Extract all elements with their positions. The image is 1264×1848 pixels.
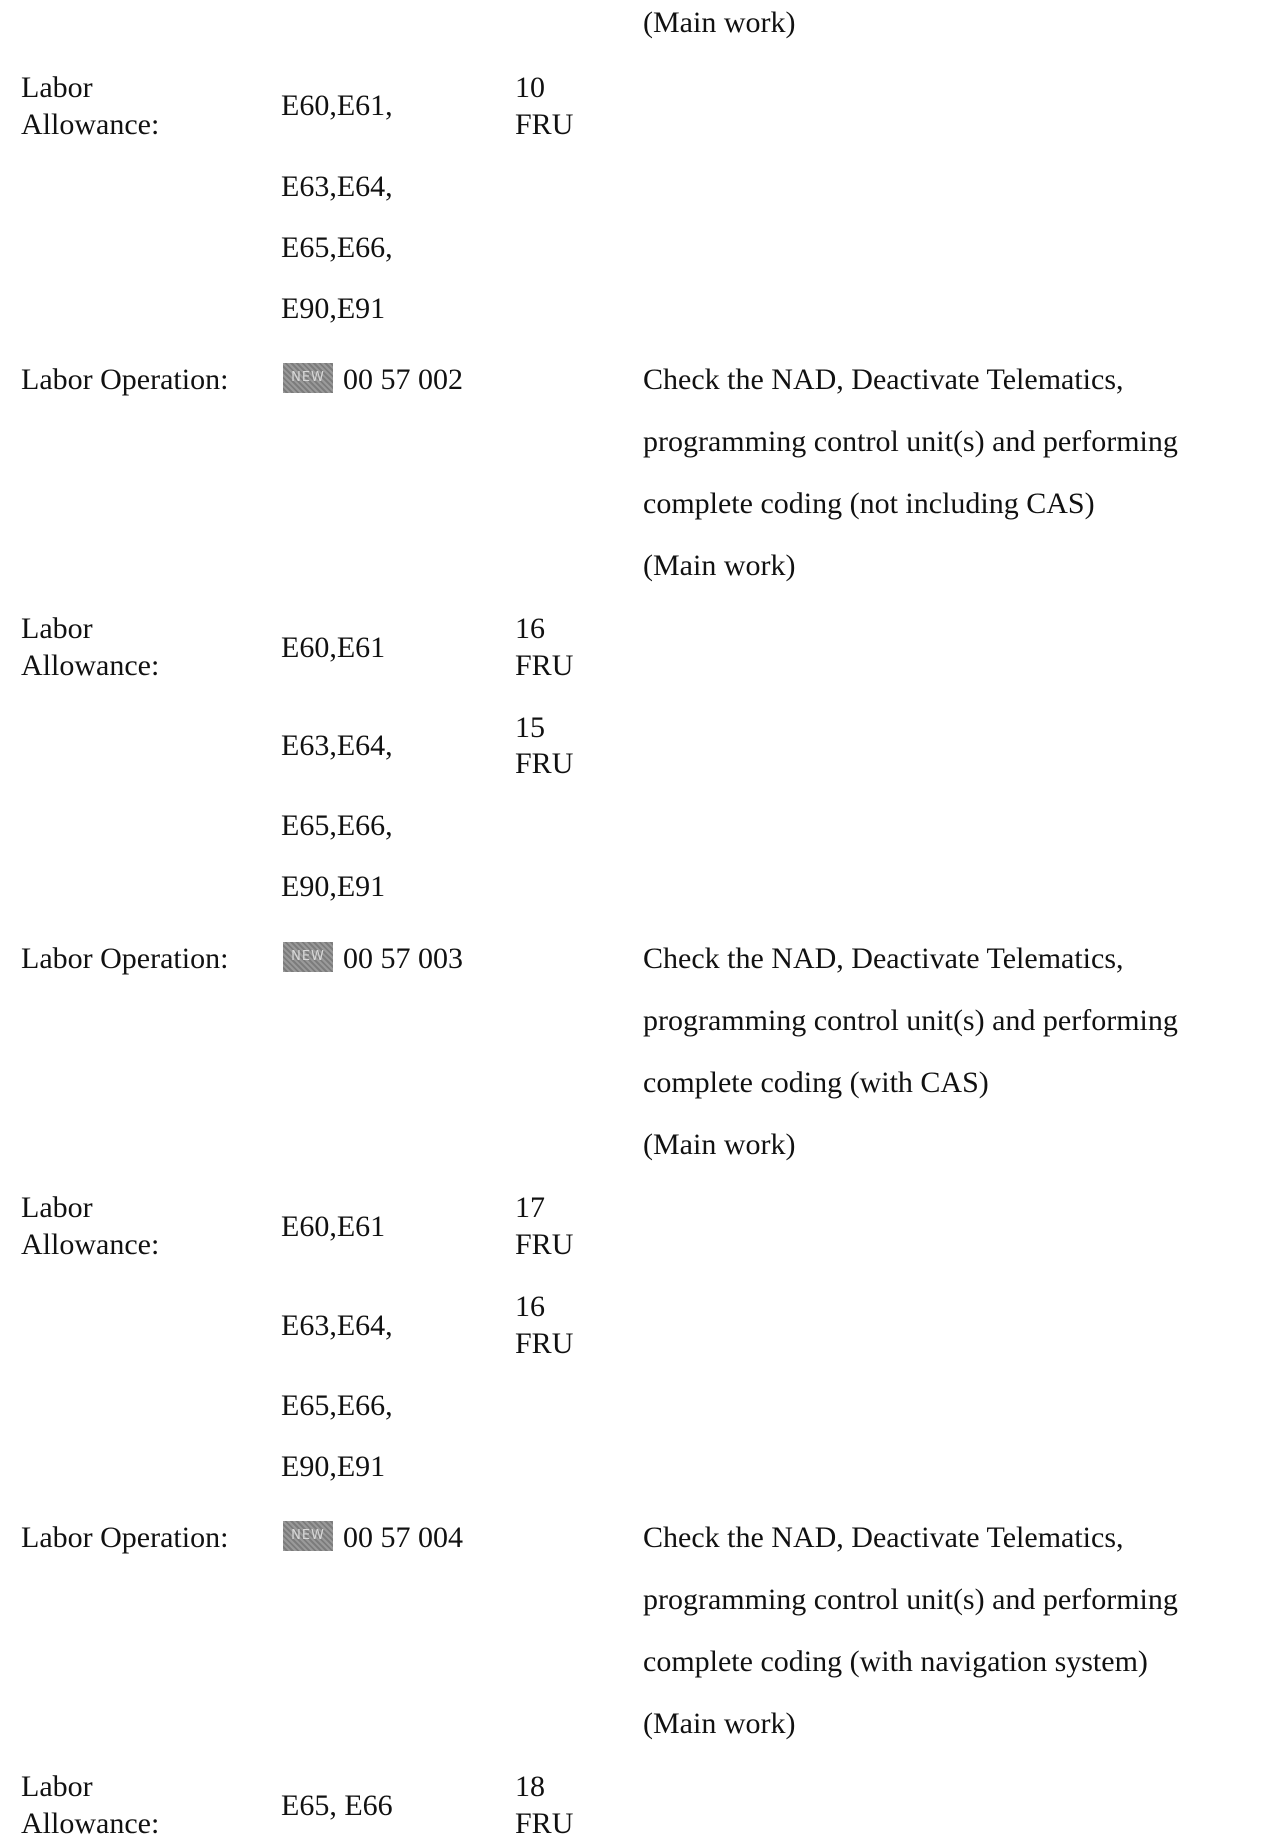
- labor-operation-label: Labor Operation:: [21, 942, 229, 975]
- model-code: E65,E66,: [281, 231, 393, 264]
- labor-allowance-label: Allowance:: [21, 649, 160, 682]
- labor-allowance-label: Allowance:: [21, 1228, 160, 1261]
- labor-operation-label: Labor Operation:: [21, 1521, 229, 1554]
- operation-code: 00 57 004: [343, 1521, 463, 1554]
- description-line: (Main work): [643, 1707, 796, 1740]
- labor-operation-label: Labor Operation:: [21, 363, 229, 396]
- description-line: Check the NAD, Deactivate Telematics,: [643, 1521, 1124, 1554]
- labor-allowance-label: Allowance:: [21, 1807, 160, 1840]
- model-code: E90,E91: [281, 870, 386, 903]
- operation-code: 00 57 003: [343, 942, 463, 975]
- fru-unit: FRU: [515, 747, 574, 780]
- model-code: E60,E61: [281, 1210, 386, 1243]
- model-code: E63,E64,: [281, 1309, 393, 1342]
- fru-unit: FRU: [515, 1228, 574, 1261]
- labor-allowance-label: Labor: [21, 612, 93, 645]
- model-code: E65,E66,: [281, 809, 393, 842]
- new-badge-icon: NEW: [283, 363, 333, 393]
- operation-code: 00 57 002: [343, 363, 463, 396]
- fru-value: 17: [515, 1191, 545, 1224]
- fru-value: 18: [515, 1770, 545, 1803]
- fru-unit: FRU: [515, 108, 574, 141]
- description-line: programming control unit(s) and performing: [643, 1583, 1178, 1616]
- fru-unit: FRU: [515, 649, 574, 682]
- model-code: E65,E66,: [281, 1389, 393, 1422]
- labor-allowance-label: Labor: [21, 1191, 93, 1224]
- fru-unit: FRU: [515, 1807, 574, 1840]
- labor-allowance-label: Allowance:: [21, 108, 160, 141]
- new-badge-icon: NEW: [283, 942, 333, 972]
- model-code: E63,E64,: [281, 170, 393, 203]
- description-line: (Main work): [643, 1128, 796, 1161]
- description-line: (Main work): [643, 549, 796, 582]
- new-badge-icon: NEW: [283, 1521, 333, 1551]
- model-code: E90,E91: [281, 1450, 386, 1483]
- model-code: E60,E61,: [281, 89, 393, 122]
- model-code: E90,E91: [281, 292, 386, 325]
- labor-allowance-label: Labor: [21, 71, 93, 104]
- description-line: complete coding (not including CAS): [643, 487, 1095, 520]
- description-line: complete coding (with navigation system): [643, 1645, 1148, 1678]
- description-line: programming control unit(s) and performing: [643, 1004, 1178, 1037]
- fru-value: 15: [515, 711, 545, 744]
- description-line: Check the NAD, Deactivate Telematics,: [643, 942, 1124, 975]
- fru-value: 16: [515, 612, 545, 645]
- model-code: E65, E66: [281, 1789, 393, 1822]
- description-line: programming control unit(s) and performing: [643, 425, 1178, 458]
- model-code: E63,E64,: [281, 729, 393, 762]
- labor-allowance-label: Labor: [21, 1770, 93, 1803]
- fru-unit: FRU: [515, 1327, 574, 1360]
- description-line: complete coding (with CAS): [643, 1066, 989, 1099]
- description-line: (Main work): [643, 6, 796, 39]
- description-line: Check the NAD, Deactivate Telematics,: [643, 363, 1124, 396]
- fru-value: 10: [515, 71, 545, 104]
- model-code: E60,E61: [281, 631, 386, 664]
- fru-value: 16: [515, 1290, 545, 1323]
